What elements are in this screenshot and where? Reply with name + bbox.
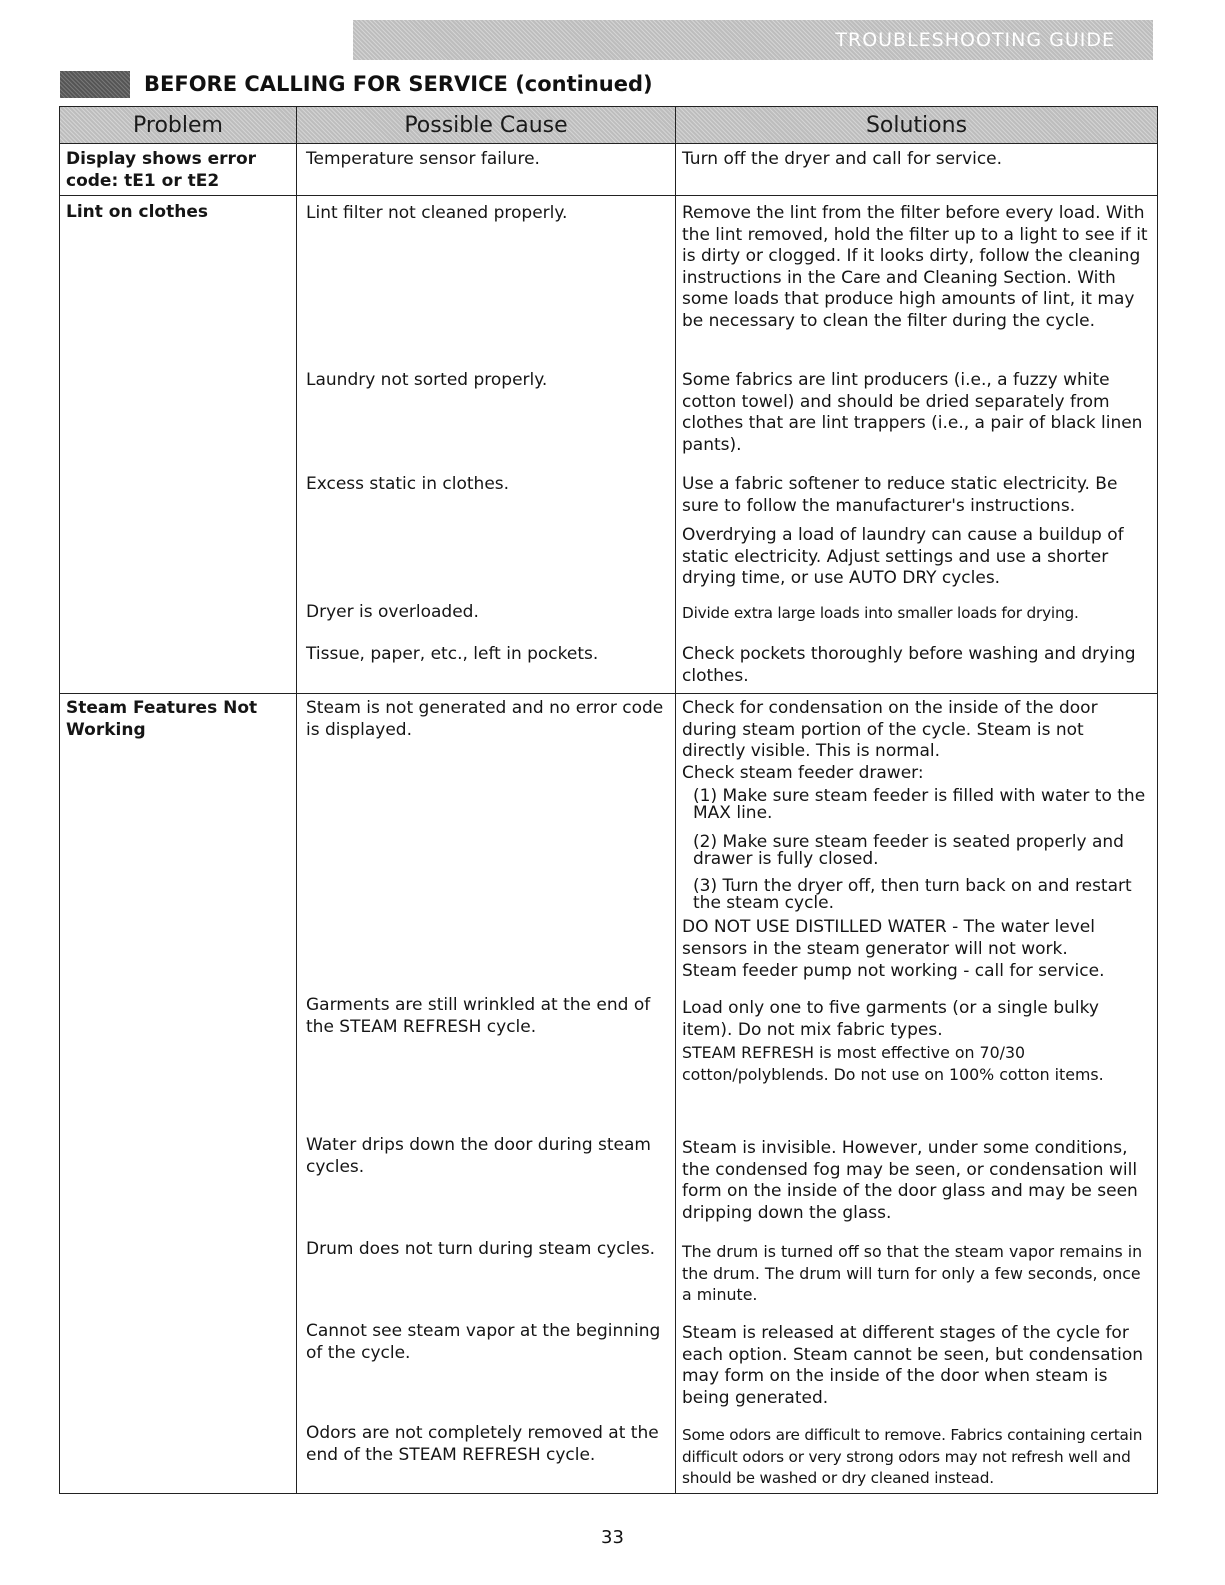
solution-text: Load only one to five garments (or a single bulky item). Do not mix fabric types. xyxy=(682,998,1099,1040)
column-divider xyxy=(296,107,297,1493)
cause-text: Lint filter not cleaned properly. xyxy=(306,203,568,223)
heading-marker-block xyxy=(60,71,130,98)
solution-text: Use a fabric softener to reduce static electricity. Be sure to follow the manufacturer's instructions. xyxy=(682,474,1118,516)
column-divider xyxy=(675,107,676,1493)
row-divider xyxy=(60,143,1157,144)
solution-check-label: Check steam feeder drawer: xyxy=(682,763,924,783)
row-divider xyxy=(60,195,1157,196)
cause-text: Drum does not turn during steam cycles. xyxy=(306,1239,656,1259)
solution-step: (3) Turn the dryer off, then turn back on and restart the steam cycle. xyxy=(693,876,1132,913)
solution-text: Check for condensation on the inside of the door during steam portion of the cycle. Steam is not directly visible. This is normal. xyxy=(682,698,1098,761)
solution-text: Steam is released at different stages of the cycle for each option. Steam cannot be seen, but condensation may form on the inside of the door when steam is being generated. xyxy=(682,1323,1144,1408)
cause-text: Odors are not completely removed at the end of the STEAM REFRESH cycle. xyxy=(306,1423,659,1465)
solution-text: Turn off the dryer and call for service. xyxy=(682,149,1003,169)
section-banner xyxy=(353,20,1153,60)
solution-text: Steam feeder pump not working - call for service. xyxy=(682,961,1105,981)
cause-text: Garments are still wrinkled at the end of the STEAM REFRESH cycle. xyxy=(306,995,651,1037)
solution-step: (2) Make sure steam feeder is seated properly and drawer is fully closed. xyxy=(693,832,1124,869)
solution-text: Check pockets thoroughly before washing and drying clothes. xyxy=(682,644,1136,686)
cause-text: Water drips down the door during steam cycles. xyxy=(306,1135,651,1177)
problem-steam-features: Steam Features Not Working xyxy=(66,698,258,740)
solution-text: Remove the lint from the filter before every load. With the lint removed, hold the filter up to a light to see if it is dirty or clogged. If it looks dirty, follow the cleaning instructions in the Care and Cleaning Section. With some loads that produce high amounts of lint, it may be necessary to clean the filter during the cycle. xyxy=(682,203,1148,331)
section-title: BEFORE CALLING FOR SERVICE (continued) xyxy=(144,72,653,96)
cause-text: Dryer is overloaded. xyxy=(306,602,479,622)
solution-text: Divide extra large loads into smaller loads for drying. xyxy=(682,604,1079,622)
solution-text: Some odors are difficult to remove. Fabrics containing certain difficult odors or very strong odors may not refresh well and should be washed or dry cleaned instead. xyxy=(682,1426,1143,1487)
row-divider xyxy=(60,693,1157,694)
header-solutions: Solutions xyxy=(676,107,1157,143)
solution-text: Overdrying a load of laundry can cause a buildup of static electricity. Adjust settings and use a shorter drying time, or use AUTO DRY cycles. xyxy=(682,525,1124,588)
page-number: 33 xyxy=(601,1527,624,1548)
header-possible-cause: Possible Cause xyxy=(297,107,675,143)
section-heading xyxy=(60,67,653,101)
solution-text: The drum is turned off so that the steam vapor remains in the drum. The drum will turn for only a few seconds, once a minute. xyxy=(682,1242,1143,1304)
solution-text: STEAM REFRESH is most effective on 70/30 cotton/polyblends. Do not use on 100% cotton items. xyxy=(682,1043,1104,1084)
banner-title: TROUBLESHOOTING GUIDE xyxy=(835,29,1115,51)
header-problem: Problem xyxy=(60,107,296,143)
cause-text: Laundry not sorted properly. xyxy=(306,370,548,390)
cause-text: Excess static in clothes. xyxy=(306,474,510,494)
cause-text: Tissue, paper, etc., left in pockets. xyxy=(306,644,599,664)
solution-text: Steam is invisible. However, under some conditions, the condensed fog may be seen, or condensation will form on the inside of the door glass and may be seen dripping down the glass. xyxy=(682,1138,1138,1223)
solution-text: Some fabrics are lint producers (i.e., a fuzzy white cotton towel) and should be dried separately from clothes that are lint trappers (i.e., a pair of black linen pants). xyxy=(682,370,1143,455)
solution-step: (1) Make sure steam feeder is filled with water to the MAX line. xyxy=(693,786,1146,823)
cause-text: Steam is not generated and no error code is displayed. xyxy=(306,698,664,740)
problem-lint: Lint on clothes xyxy=(66,202,208,222)
problem-error-code: Display shows error code: tE1 or tE2 xyxy=(66,149,257,191)
troubleshooting-table xyxy=(59,106,1158,1494)
cause-text: Temperature sensor failure. xyxy=(306,149,540,169)
solution-warning: DO NOT USE DISTILLED WATER - The water level sensors in the steam generator will not work. xyxy=(682,917,1095,959)
cause-text: Cannot see steam vapor at the beginning of the cycle. xyxy=(306,1321,661,1363)
